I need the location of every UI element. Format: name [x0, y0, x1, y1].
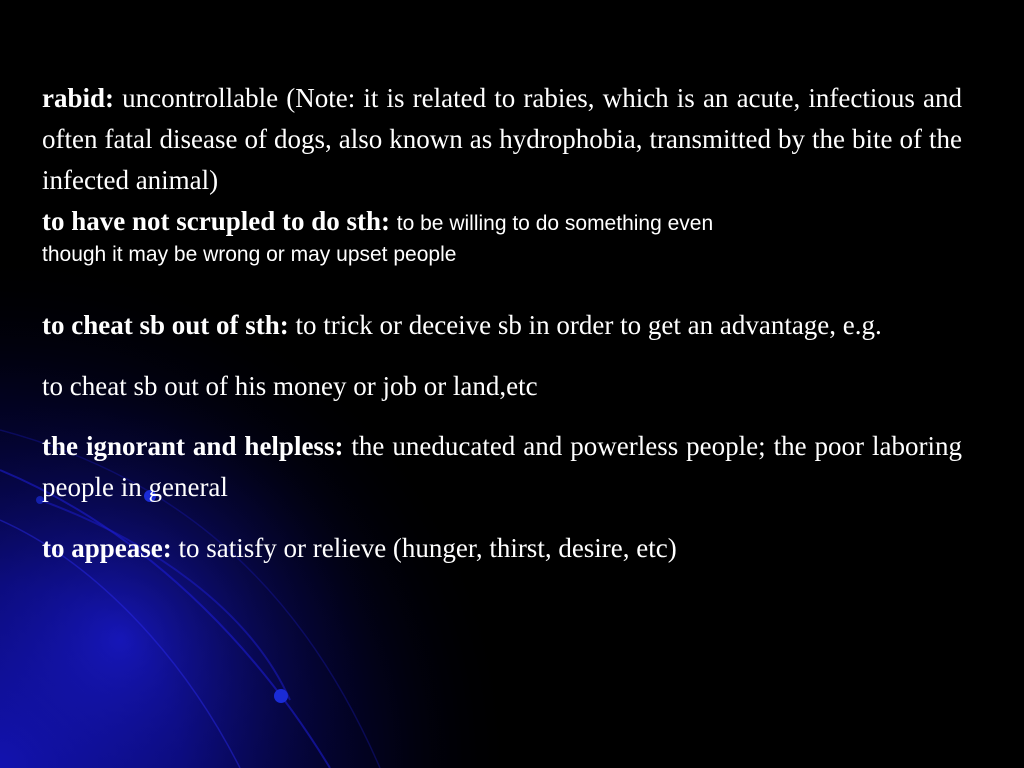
term: to have not scrupled to do sth: [42, 206, 391, 236]
term: to appease: [42, 533, 172, 563]
term: rabid: [42, 83, 115, 113]
term: the ignorant and helpless: [42, 431, 344, 461]
vocabulary-list [42, 78, 962, 569]
entry-cheat [42, 305, 962, 346]
term: to cheat sb out of sth: [42, 310, 289, 340]
entry-rabid [42, 78, 962, 201]
definition: to be willing to do something even [396, 212, 714, 235]
entry-cheat-example: to cheat sb out of his money or job or land,etc [42, 371, 538, 401]
entry-scrupled-continuation: though it may be wrong or may upset people [42, 243, 457, 266]
entry-scrupled [42, 201, 962, 242]
entry-appease [42, 528, 962, 569]
definition: uncontrollable (Note: it is related to rabies, which is an acute, infectious and often fatal disease of dogs, also known as hydrophobia, transmitted by the bite of the infected animal) [42, 83, 962, 195]
dot-2 [274, 689, 288, 703]
definition: to satisfy or relieve (hunger, thirst, desire, etc) [178, 533, 677, 563]
definition: the uneducated and powerless people; the poor laboring people in general [42, 431, 962, 502]
entry-ignorant [42, 426, 962, 508]
definition: to trick or deceive sb in order to get an advantage, e.g. [295, 310, 882, 340]
